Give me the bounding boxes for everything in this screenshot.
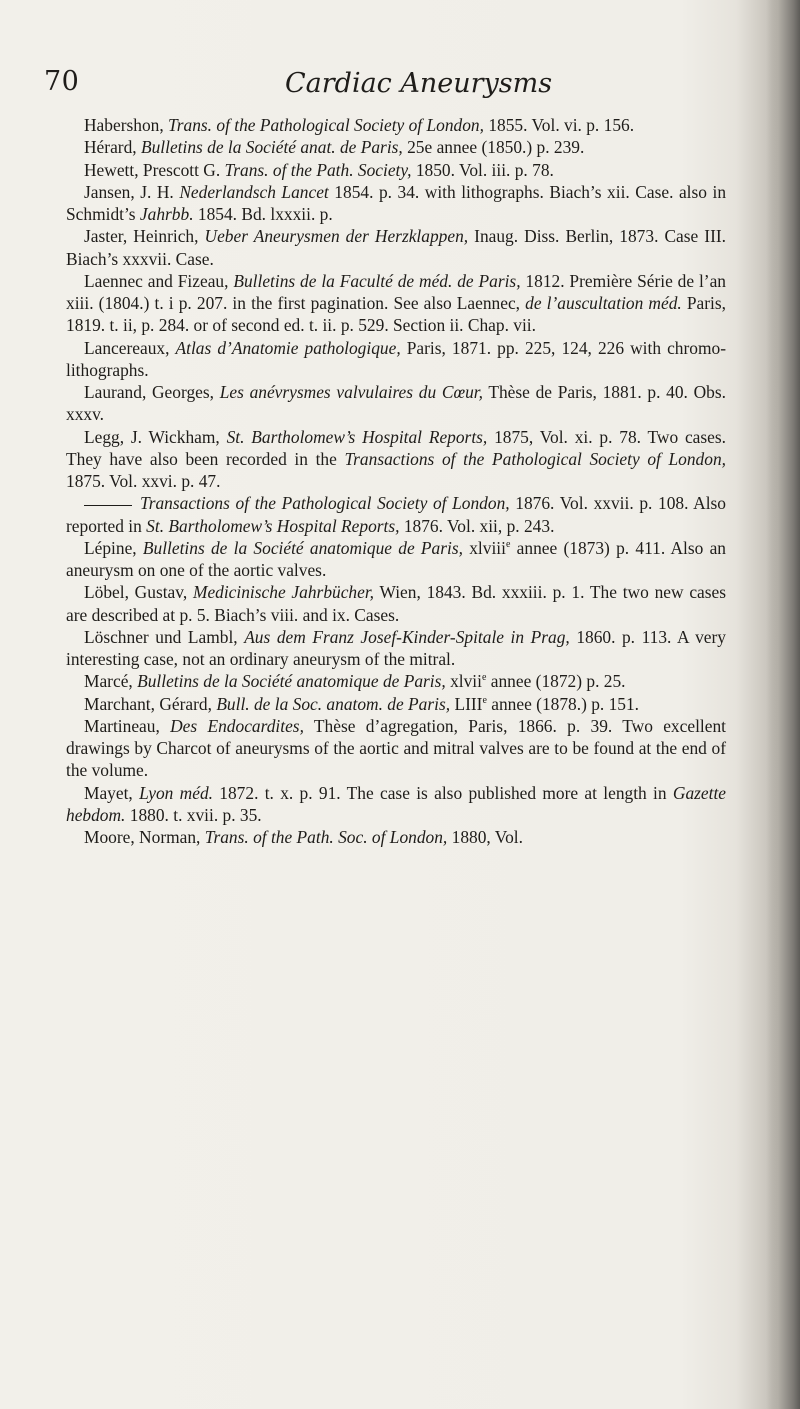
citation-title: Medicinische Jahrbücher, — [192, 582, 375, 603]
citation-text: 1880. t. xvii. p. 35. — [125, 804, 262, 825]
citation-text: 1860. p. 113. A very interesting case, not an ordinary aneurysm of the mitral. — [66, 626, 727, 669]
citation-title: Trans. of the Pathological Society of London, — [168, 115, 484, 135]
citation-text: Hewett, Prescott G. — [84, 159, 225, 180]
citation-title: Transactions of the Pathological Society of London, — [140, 493, 510, 514]
superscript: e — [482, 694, 487, 706]
citation-title: Trans. of the Path. Society, — [224, 159, 412, 180]
citation-text: Löbel, Gustav, — [84, 582, 193, 603]
page-edge-shadow — [766, 0, 800, 1409]
citation-text: Thèse de Paris, 1881. p. 40. Obs. xxxv. — [66, 382, 726, 425]
bibliography-entry — [66, 537, 726, 582]
citation-title: Les anévrysmes valvulaires du Cœur, — [219, 382, 483, 402]
citation-title: Aus dem Franz Josef-Kinder-Spitale in Prag, — [244, 626, 570, 647]
bibliography-entry — [66, 693, 726, 715]
superscript: e — [505, 538, 511, 550]
bibliography-list — [66, 114, 726, 848]
bibliography-entry — [66, 270, 726, 337]
citation-text: 1854. Bd. lxxxii. p. — [193, 204, 333, 224]
citation-title: Ueber Aneurysmen der Herzklappen, — [204, 226, 469, 247]
citation-text: Marchant, Gérard, — [84, 693, 217, 714]
citation-text: 1812. Première Série de l’an xiii. (1804.) t. i p. 207. in the first pagination. See also Laennec, — [66, 270, 727, 313]
citation-text: 1872. t. x. p. 91. The case is also published more at length in — [212, 782, 673, 803]
citation-text: Legg, J. Wickham, — [84, 426, 227, 447]
bibliography-entry — [66, 670, 726, 692]
citation-title: Transactions of the Pathological Society of London, — [344, 448, 726, 469]
citation-title: Bulletins de la Société anatomique de Paris, — [142, 537, 463, 558]
citation-text: 1850. Vol. iii. p. 78. — [411, 159, 554, 180]
citation-title: Bull. de la Soc. anatom. de Paris, — [216, 693, 451, 714]
page-number: 70 — [44, 66, 80, 97]
citation-text: Thèse d’agregation, Paris, 1866. p. 39. Two excellent drawings by Charcot of aneurysms of the aortic and mitral valves are to be found at the end of the volume. — [66, 715, 726, 781]
citation-text: Hérard, — [84, 137, 141, 158]
citation-title: Nederlandsch Lancet — [179, 181, 329, 202]
citation-text: Inaug. Diss. Berlin, 1873. Case III. Biach’s xxxvii. Case. — [66, 226, 727, 269]
citation-text: Paris, 1819. t. ii, p. 284. or of second ed. t. ii. p. 529. Section ii. Chap. vii. — [66, 293, 726, 336]
citation-text: annee (1873) p. 411. Also an aneurysm on one of the aortic valves. — [66, 537, 726, 580]
citation-title: Atlas d’Anatomie pathologique, — [175, 337, 401, 358]
bibliography-entry — [66, 225, 726, 270]
citation-text: annee (1878.) p. 151. — [486, 693, 640, 714]
citation-text: Marcé, — [84, 671, 138, 692]
citation-text: Mayet, — [84, 782, 140, 803]
citation-text: xlviii — [462, 537, 506, 558]
bibliography-entry — [66, 626, 726, 671]
citation-title: Jahrbb. — [139, 204, 194, 224]
citation-title: de l’auscultation méd. — [525, 293, 682, 313]
citation-text: 1875, Vol. xi. p. 78. Two cases. They have also been recorded in the — [66, 426, 727, 469]
citation-text: Martineau, — [84, 715, 171, 736]
citation-text: annee (1872) p. 25. — [486, 671, 626, 692]
citation-text: Paris, 1871. pp. 225, 124, 226 with chromo-lithographs. — [66, 337, 726, 380]
citation-text: 1855. Vol. vi. p. 156. — [483, 115, 635, 135]
citation-title: Trans. of the Path. Soc. of London, — [204, 827, 448, 847]
citation-title: St. Bartholomew’s Hospital Reports, — [146, 515, 400, 536]
citation-text: Jansen, J. H. — [84, 181, 180, 202]
bibliography-entry — [66, 114, 726, 136]
citation-text: 1854. p. 34. with lithographs. Biach’s xii. Case. also in Schmidt’s — [66, 181, 727, 224]
bibliography-entry — [66, 581, 726, 626]
page-header — [0, 66, 760, 106]
citation-title: St. Bartholomew’s Hospital Reports, — [226, 426, 488, 447]
bibliography-entry — [66, 181, 726, 226]
citation-text: Habershon, — [84, 115, 169, 135]
citation-text: 1876. Vol. xxvii. p. 108. Also reported in — [66, 493, 726, 536]
running-title: Cardiac Aneurysms — [285, 68, 553, 99]
bibliography-entry — [66, 715, 726, 782]
citation-title: Gazette hebdom. — [66, 782, 727, 825]
citation-title: Des Endocardites, — [170, 715, 304, 736]
citation-title: Bulletins de la Société anatomique de Paris, — [137, 671, 446, 692]
citation-text: 25e annee (1850.) p. 239. — [402, 137, 585, 158]
ditto-dash — [84, 505, 132, 506]
superscript: e — [481, 672, 487, 684]
bibliography-entry — [66, 381, 726, 426]
citation-title: Lyon méd. — [139, 782, 213, 803]
citation-text: Laurand, Georges, — [84, 382, 220, 402]
citation-title: Bulletins de la Faculté de méd. de Paris, — [233, 270, 521, 291]
bibliography-entry — [66, 492, 726, 537]
citation-text: LIII — [450, 693, 483, 714]
citation-title: Bulletins de la Société anat. de Paris, — [140, 137, 403, 158]
citation-text: 1876. Vol. xii, p. 243. — [399, 515, 555, 536]
bibliography-entry — [66, 337, 726, 382]
citation-text: Löschner und Lambl, — [84, 626, 245, 647]
bibliography-entry — [66, 826, 726, 848]
citation-text: Laennec and Fizeau, — [84, 270, 234, 291]
bibliography-entry — [66, 159, 726, 181]
citation-text: Moore, Norman, — [84, 827, 205, 847]
bibliography-entry — [66, 782, 726, 827]
citation-text: 1875. Vol. xxvi. p. 47. — [66, 471, 221, 491]
citation-text: Jaster, Heinrich, — [84, 226, 205, 247]
citation-text: xlvii — [445, 671, 482, 692]
citation-text: Lancereaux, — [84, 337, 176, 358]
bibliography-entry — [66, 136, 726, 158]
citation-text: Lépine, — [84, 537, 143, 558]
bibliography-entry — [66, 426, 726, 493]
citation-text: 1880, Vol. — [447, 827, 523, 847]
citation-text: Wien, 1843. Bd. xxxiii. p. 1. The two new cases are described at p. 5. Biach’s viii. and ix. Cases. — [66, 582, 727, 625]
